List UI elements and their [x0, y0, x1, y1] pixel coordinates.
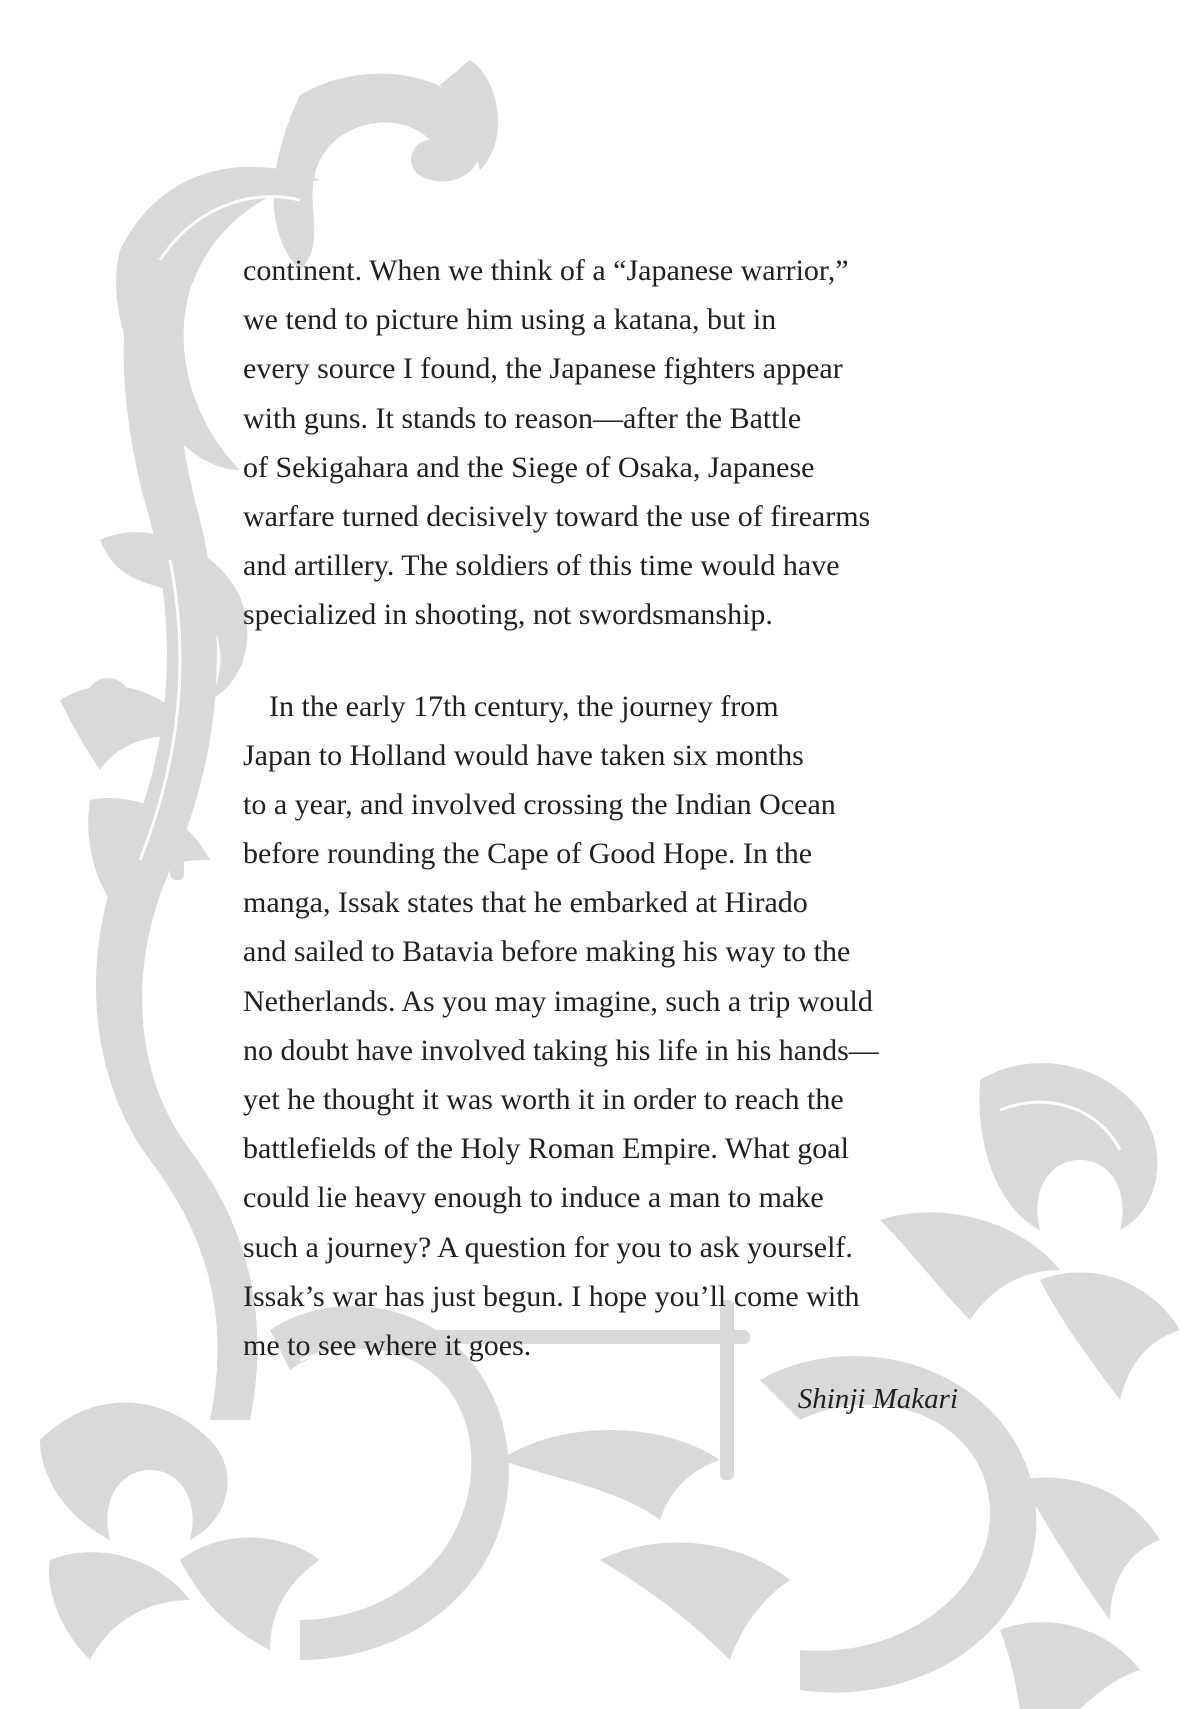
text-line: of Sekigahara and the Siege of Osaka, Japanese [243, 450, 815, 484]
text-line: and sailed to Batavia before making his way to the [243, 935, 851, 969]
text-line: manga, Issak states that he embarked at Hirado [243, 886, 808, 920]
author-signature: Shinji Makari [797, 1383, 958, 1415]
text-line: warfare turned decisively toward the use of firearms [243, 499, 871, 533]
text-line: and artillery. The soldiers of this time would have [243, 549, 840, 583]
text-line: me to see where it goes. [243, 1328, 532, 1362]
text-line: such a journey? A question for you to ask yourself. [243, 1230, 853, 1264]
text-line: Issak’s war has just begun. I hope you’ll come with [243, 1279, 860, 1313]
text-line: to a year, and involved crossing the Indian Ocean [243, 787, 836, 821]
text-line: continent. When we think of a “Japanese warrior,” [243, 254, 849, 287]
text-line: yet he thought it was worth it in order to reach the [243, 1083, 844, 1116]
text-line: Japan to Holland would have taken six months [243, 738, 804, 772]
paragraph-1 [243, 246, 983, 640]
text-line: In the early 17th century, the journey from [269, 689, 779, 723]
text-line: every source I found, the Japanese fighters appear [243, 352, 843, 386]
text-line: Netherlands. As you may imagine, such a trip would [243, 984, 873, 1018]
paragraph-gap [243, 640, 983, 682]
text-line: could lie heavy enough to induce a man to make [243, 1181, 824, 1215]
text-line: battlefields of the Holy Roman Empire. What goal [243, 1132, 849, 1166]
text-line: we tend to picture him using a katana, but in [243, 303, 777, 337]
text-line: specialized in shooting, not swordsmanship. [243, 598, 773, 632]
text-line: with guns. It stands to reason—after the Battle [243, 401, 802, 435]
afterword-body [243, 246, 983, 1370]
text-line: before rounding the Cape of Good Hope. In the [243, 837, 813, 871]
paragraph-2 [243, 682, 983, 1371]
text-line: no doubt have involved taking his life in his hands— [243, 1033, 879, 1067]
